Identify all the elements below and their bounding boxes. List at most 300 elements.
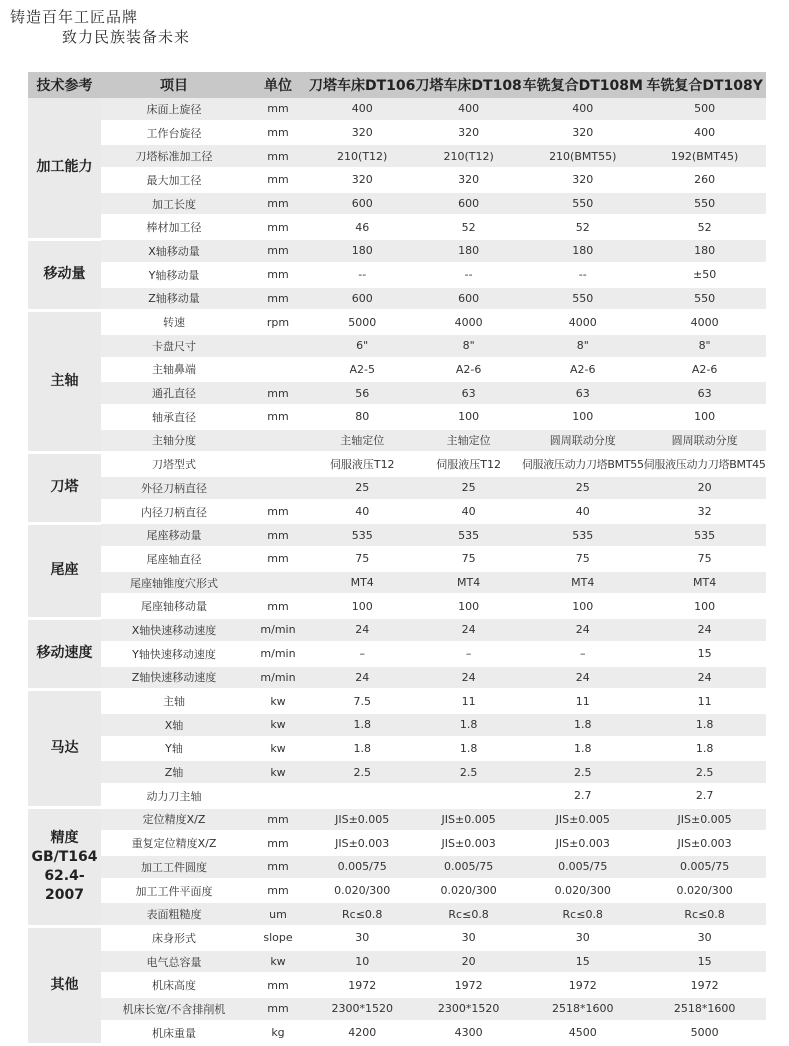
header-model-dt108m: 车铣复合DT108M xyxy=(522,72,644,98)
table-row xyxy=(28,571,766,595)
value-cell: 30 xyxy=(522,926,644,950)
value-cell: 20 xyxy=(644,476,766,500)
unit-cell: mm xyxy=(247,144,309,168)
value-cell: 2.5 xyxy=(522,760,644,784)
table-row xyxy=(28,500,766,524)
table-row xyxy=(28,831,766,855)
table-row xyxy=(28,997,766,1021)
item-cell: 电气总容量 xyxy=(101,950,247,974)
value-cell: 75 xyxy=(522,547,644,571)
item-cell: X轴移动量 xyxy=(101,239,247,263)
item-cell: Z轴移动量 xyxy=(101,287,247,311)
value-cell: MT4 xyxy=(415,571,521,595)
value-cell: 4000 xyxy=(415,310,521,334)
value-cell: 1972 xyxy=(522,973,644,997)
value-cell: 30 xyxy=(415,926,521,950)
item-cell: Y轴快速移动速度 xyxy=(101,642,247,666)
category-cell: 刀塔 xyxy=(28,452,101,523)
table-row xyxy=(28,168,766,192)
item-cell: 刀塔标准加工径 xyxy=(101,144,247,168)
value-cell: 52 xyxy=(522,215,644,239)
value-cell: 1.8 xyxy=(415,737,521,761)
value-cell: 2518*1600 xyxy=(644,997,766,1021)
item-cell: 表面粗糙度 xyxy=(101,902,247,926)
value-cell: 320 xyxy=(309,121,415,145)
value-cell: 25 xyxy=(522,476,644,500)
category-cell: 其他 xyxy=(28,926,101,1044)
value-cell: 1.8 xyxy=(644,713,766,737)
header-item: 项目 xyxy=(101,72,247,98)
value-cell: 100 xyxy=(415,594,521,618)
unit-cell: um xyxy=(247,902,309,926)
value-cell: A2-5 xyxy=(309,358,415,382)
value-cell: JIS±0.005 xyxy=(415,808,521,832)
unit-cell: mm xyxy=(247,855,309,879)
item-cell: 工作台旋径 xyxy=(101,121,247,145)
table-row xyxy=(28,215,766,239)
value-cell: 24 xyxy=(309,666,415,690)
value-cell: JIS±0.003 xyxy=(644,831,766,855)
table-row xyxy=(28,121,766,145)
value-cell: 2.5 xyxy=(644,760,766,784)
table-row xyxy=(28,618,766,642)
table-row xyxy=(28,547,766,571)
value-cell: 2.7 xyxy=(644,784,766,808)
value-cell: 4500 xyxy=(522,1021,644,1045)
item-cell: 刀塔型式 xyxy=(101,452,247,476)
header-model-dt106: 刀塔车床DT106 xyxy=(309,72,415,98)
value-cell: 8" xyxy=(644,334,766,358)
value-cell: 0.020/300 xyxy=(522,879,644,903)
value-cell: 1.8 xyxy=(309,713,415,737)
item-cell: 机床长宽/不含排削机 xyxy=(101,997,247,1021)
table-row xyxy=(28,239,766,263)
table-row xyxy=(28,334,766,358)
value-cell: 30 xyxy=(309,926,415,950)
category-cell: 加工能力 xyxy=(28,98,101,239)
table-row xyxy=(28,973,766,997)
value-cell: 5000 xyxy=(309,310,415,334)
slogan-line-1: 铸造百年工匠品牌 xyxy=(10,8,139,26)
table-row xyxy=(28,594,766,618)
unit-cell: m/min xyxy=(247,666,309,690)
value-cell: 550 xyxy=(522,192,644,216)
unit-cell: mm xyxy=(247,594,309,618)
value-cell: 0.005/75 xyxy=(522,855,644,879)
unit-cell: mm xyxy=(247,98,309,121)
value-cell: 1.8 xyxy=(415,713,521,737)
table-row xyxy=(28,784,766,808)
unit-cell: mm xyxy=(247,547,309,571)
unit-cell: mm xyxy=(247,523,309,547)
value-cell: 320 xyxy=(522,168,644,192)
value-cell: 535 xyxy=(522,523,644,547)
table-row xyxy=(28,429,766,453)
value-cell: 100 xyxy=(644,405,766,429)
value-cell: 15 xyxy=(644,642,766,666)
table-row xyxy=(28,689,766,713)
item-cell: Z轴快速移动速度 xyxy=(101,666,247,690)
value-cell: 伺服液压动力刀塔BMT45 xyxy=(644,452,766,476)
value-cell: 320 xyxy=(415,121,521,145)
category-cell: 主轴 xyxy=(28,310,101,452)
value-cell: 180 xyxy=(522,239,644,263)
item-cell: 转速 xyxy=(101,310,247,334)
header-unit: 单位 xyxy=(247,72,309,98)
value-cell: 75 xyxy=(309,547,415,571)
unit-cell: mm xyxy=(247,879,309,903)
value-cell: 10 xyxy=(309,950,415,974)
value-cell: 8" xyxy=(415,334,521,358)
item-cell: X轴快速移动速度 xyxy=(101,618,247,642)
unit-cell: mm xyxy=(247,831,309,855)
value-cell: A2-6 xyxy=(522,358,644,382)
value-cell: – xyxy=(309,642,415,666)
value-cell: 320 xyxy=(415,168,521,192)
table-row xyxy=(28,1021,766,1045)
value-cell: 180 xyxy=(644,239,766,263)
value-cell: 550 xyxy=(644,287,766,311)
value-cell: 圆周联动分度 xyxy=(522,429,644,453)
table-row xyxy=(28,902,766,926)
unit-cell: kw xyxy=(247,950,309,974)
value-cell: 11 xyxy=(644,689,766,713)
table-row xyxy=(28,476,766,500)
table-row xyxy=(28,310,766,334)
value-cell: MT4 xyxy=(644,571,766,595)
value-cell: 40 xyxy=(522,500,644,524)
value-cell: 1972 xyxy=(415,973,521,997)
value-cell: 210(BMT55) xyxy=(522,144,644,168)
value-cell: 4300 xyxy=(415,1021,521,1045)
value-cell: 75 xyxy=(644,547,766,571)
value-cell: 40 xyxy=(309,500,415,524)
table-row xyxy=(28,879,766,903)
unit-cell xyxy=(247,334,309,358)
value-cell: 75 xyxy=(415,547,521,571)
table-row xyxy=(28,855,766,879)
item-cell: 尾座轴直径 xyxy=(101,547,247,571)
table-row xyxy=(28,760,766,784)
table-row xyxy=(28,950,766,974)
value-cell: 400 xyxy=(522,98,644,121)
item-cell: 棒材加工径 xyxy=(101,215,247,239)
value-cell: 63 xyxy=(644,381,766,405)
value-cell: 24 xyxy=(522,666,644,690)
table-row xyxy=(28,523,766,547)
value-cell: 600 xyxy=(309,192,415,216)
value-cell: Rc≤0.8 xyxy=(309,902,415,926)
unit-cell: kw xyxy=(247,760,309,784)
item-cell: 床面上旋径 xyxy=(101,98,247,121)
value-cell: 20 xyxy=(415,950,521,974)
item-cell: 机床高度 xyxy=(101,973,247,997)
item-cell: 加工工件圆度 xyxy=(101,855,247,879)
value-cell: 2300*1520 xyxy=(309,997,415,1021)
category-cell: 马达 xyxy=(28,689,101,807)
value-cell: ±50 xyxy=(644,263,766,287)
value-cell: 260 xyxy=(644,168,766,192)
value-cell: 1.8 xyxy=(522,713,644,737)
value-cell: 24 xyxy=(309,618,415,642)
value-cell: JIS±0.003 xyxy=(415,831,521,855)
item-cell: 主轴分度 xyxy=(101,429,247,453)
unit-cell: mm xyxy=(247,287,309,311)
value-cell: 180 xyxy=(415,239,521,263)
value-cell: A2-6 xyxy=(644,358,766,382)
table-row xyxy=(28,737,766,761)
value-cell: 24 xyxy=(644,666,766,690)
item-cell: 最大加工径 xyxy=(101,168,247,192)
value-cell: 550 xyxy=(522,287,644,311)
unit-cell: mm xyxy=(247,192,309,216)
value-cell: 180 xyxy=(309,239,415,263)
value-cell: 400 xyxy=(309,98,415,121)
table-row xyxy=(28,144,766,168)
value-cell: 100 xyxy=(522,594,644,618)
value-cell: 32 xyxy=(644,500,766,524)
value-cell: 2.5 xyxy=(415,760,521,784)
value-cell: 210(T12) xyxy=(415,144,521,168)
value-cell: 0.020/300 xyxy=(309,879,415,903)
value-cell: 24 xyxy=(522,618,644,642)
unit-cell: m/min xyxy=(247,618,309,642)
value-cell: Rc≤0.8 xyxy=(644,902,766,926)
value-cell: 56 xyxy=(309,381,415,405)
value-cell: 100 xyxy=(309,594,415,618)
value-cell: 52 xyxy=(644,215,766,239)
value-cell: 550 xyxy=(644,192,766,216)
value-cell: 535 xyxy=(644,523,766,547)
value-cell: 30 xyxy=(644,926,766,950)
item-cell: 通孔直径 xyxy=(101,381,247,405)
table-row xyxy=(28,98,766,121)
unit-cell: kw xyxy=(247,689,309,713)
unit-cell: mm xyxy=(247,381,309,405)
value-cell: 1972 xyxy=(309,973,415,997)
value-cell: – xyxy=(522,642,644,666)
item-cell: 尾座移动量 xyxy=(101,523,247,547)
item-cell: 定位精度X/Z xyxy=(101,808,247,832)
value-cell: 535 xyxy=(415,523,521,547)
unit-cell: mm xyxy=(247,500,309,524)
value-cell: 24 xyxy=(415,618,521,642)
table-row xyxy=(28,358,766,382)
item-cell: 主轴 xyxy=(101,689,247,713)
value-cell: A2-6 xyxy=(415,358,521,382)
value-cell: MT4 xyxy=(309,571,415,595)
unit-cell xyxy=(247,571,309,595)
item-cell: Y轴移动量 xyxy=(101,263,247,287)
header-category: 技术参考 xyxy=(28,72,101,98)
value-cell: 320 xyxy=(522,121,644,145)
value-cell: 100 xyxy=(415,405,521,429)
value-cell: 320 xyxy=(309,168,415,192)
value-cell: JIS±0.003 xyxy=(522,831,644,855)
value-cell: JIS±0.003 xyxy=(309,831,415,855)
table-row xyxy=(28,666,766,690)
unit-cell: slope xyxy=(247,926,309,950)
value-cell: Rc≤0.8 xyxy=(415,902,521,926)
slogan-line-2: 致力民族装备未来 xyxy=(62,28,191,46)
value-cell: 2518*1600 xyxy=(522,997,644,1021)
unit-cell: mm xyxy=(247,121,309,145)
table-row xyxy=(28,808,766,832)
value-cell: 主轴定位 xyxy=(309,429,415,453)
value-cell: 1.8 xyxy=(644,737,766,761)
value-cell: 伺服液压T12 xyxy=(415,452,521,476)
table-row xyxy=(28,452,766,476)
unit-cell: kw xyxy=(247,713,309,737)
value-cell: 500 xyxy=(644,98,766,121)
value-cell: 63 xyxy=(415,381,521,405)
table-row xyxy=(28,192,766,216)
value-cell: – xyxy=(415,642,521,666)
unit-cell xyxy=(247,476,309,500)
value-cell: 600 xyxy=(309,287,415,311)
value-cell: 40 xyxy=(415,500,521,524)
value-cell: 1.8 xyxy=(522,737,644,761)
unit-cell xyxy=(247,452,309,476)
value-cell: 25 xyxy=(309,476,415,500)
item-cell: Y轴 xyxy=(101,737,247,761)
value-cell: 伺服液压T12 xyxy=(309,452,415,476)
item-cell: 主轴鼻端 xyxy=(101,358,247,382)
value-cell: 210(T12) xyxy=(309,144,415,168)
value-cell: 7.5 xyxy=(309,689,415,713)
value-cell: 400 xyxy=(644,121,766,145)
value-cell: 0.020/300 xyxy=(415,879,521,903)
value-cell: 4000 xyxy=(522,310,644,334)
item-cell: Z轴 xyxy=(101,760,247,784)
unit-cell: mm xyxy=(247,808,309,832)
category-cell: 精度 GB/T164 62.4-2007 xyxy=(28,808,101,926)
value-cell: 0.005/75 xyxy=(644,855,766,879)
value-cell: 600 xyxy=(415,192,521,216)
value-cell: 24 xyxy=(415,666,521,690)
unit-cell xyxy=(247,358,309,382)
value-cell: 4200 xyxy=(309,1021,415,1045)
value-cell: JIS±0.005 xyxy=(522,808,644,832)
table-row xyxy=(28,405,766,429)
spec-body xyxy=(28,98,766,1045)
value-cell: 0.005/75 xyxy=(309,855,415,879)
value-cell: -- xyxy=(522,263,644,287)
item-cell: 外径刀柄直径 xyxy=(101,476,247,500)
value-cell: 15 xyxy=(644,950,766,974)
table-row xyxy=(28,263,766,287)
header-model-dt108: 刀塔车床DT108 xyxy=(415,72,521,98)
item-cell: 加工长度 xyxy=(101,192,247,216)
value-cell: 0.005/75 xyxy=(415,855,521,879)
value-cell: JIS±0.005 xyxy=(644,808,766,832)
value-cell: 15 xyxy=(522,950,644,974)
unit-cell: mm xyxy=(247,239,309,263)
header-row xyxy=(28,72,766,98)
unit-cell: mm xyxy=(247,215,309,239)
item-cell: X轴 xyxy=(101,713,247,737)
item-cell: 重复定位精度X/Z xyxy=(101,831,247,855)
category-cell: 移动速度 xyxy=(28,618,101,689)
value-cell: 1972 xyxy=(644,973,766,997)
value-cell: 0.020/300 xyxy=(644,879,766,903)
value-cell: 圆周联动分度 xyxy=(644,429,766,453)
table-row xyxy=(28,381,766,405)
unit-cell: kg xyxy=(247,1021,309,1045)
item-cell: 床身形式 xyxy=(101,926,247,950)
value-cell: 25 xyxy=(415,476,521,500)
value-cell: 52 xyxy=(415,215,521,239)
unit-cell: mm xyxy=(247,973,309,997)
unit-cell xyxy=(247,429,309,453)
category-cell: 移动量 xyxy=(28,239,101,310)
value-cell: JIS±0.005 xyxy=(309,808,415,832)
value-cell: 63 xyxy=(522,381,644,405)
value-cell: 535 xyxy=(309,523,415,547)
header-model-dt108y: 车铣复合DT108Y xyxy=(644,72,766,98)
unit-cell: rpm xyxy=(247,310,309,334)
value-cell: 600 xyxy=(415,287,521,311)
value-cell: -- xyxy=(415,263,521,287)
unit-cell: kw xyxy=(247,737,309,761)
value-cell: 46 xyxy=(309,215,415,239)
table-row xyxy=(28,926,766,950)
value-cell: Rc≤0.8 xyxy=(522,902,644,926)
value-cell: 100 xyxy=(644,594,766,618)
value-cell: 伺服液压动力刀塔BMT55 xyxy=(522,452,644,476)
value-cell: 6" xyxy=(309,334,415,358)
value-cell: 8" xyxy=(522,334,644,358)
item-cell: 机床重量 xyxy=(101,1021,247,1045)
value-cell: 192(BMT45) xyxy=(644,144,766,168)
value-cell xyxy=(309,784,415,808)
table-row xyxy=(28,642,766,666)
unit-cell: mm xyxy=(247,263,309,287)
unit-cell: m/min xyxy=(247,642,309,666)
item-cell: 轴承直径 xyxy=(101,405,247,429)
value-cell: 11 xyxy=(415,689,521,713)
item-cell: 加工工件平面度 xyxy=(101,879,247,903)
item-cell: 尾座轴移动量 xyxy=(101,594,247,618)
value-cell: 100 xyxy=(522,405,644,429)
value-cell: 11 xyxy=(522,689,644,713)
value-cell: 2300*1520 xyxy=(415,997,521,1021)
value-cell: 24 xyxy=(644,618,766,642)
value-cell: 5000 xyxy=(644,1021,766,1045)
value-cell: -- xyxy=(309,263,415,287)
value-cell: 4000 xyxy=(644,310,766,334)
value-cell: MT4 xyxy=(522,571,644,595)
table-row xyxy=(28,287,766,311)
item-cell: 卡盘尺寸 xyxy=(101,334,247,358)
value-cell: 80 xyxy=(309,405,415,429)
value-cell xyxy=(415,784,521,808)
table-row xyxy=(28,713,766,737)
item-cell: 动力刀主轴 xyxy=(101,784,247,808)
unit-cell: mm xyxy=(247,997,309,1021)
category-cell: 尾座 xyxy=(28,523,101,618)
unit-cell: mm xyxy=(247,405,309,429)
item-cell: 内径刀柄直径 xyxy=(101,500,247,524)
unit-cell: mm xyxy=(247,168,309,192)
item-cell: 尾座轴锥度穴形式 xyxy=(101,571,247,595)
value-cell: 2.5 xyxy=(309,760,415,784)
value-cell: 400 xyxy=(415,98,521,121)
spec-table xyxy=(28,72,766,1046)
value-cell: 2.7 xyxy=(522,784,644,808)
value-cell: 1.8 xyxy=(309,737,415,761)
unit-cell xyxy=(247,784,309,808)
